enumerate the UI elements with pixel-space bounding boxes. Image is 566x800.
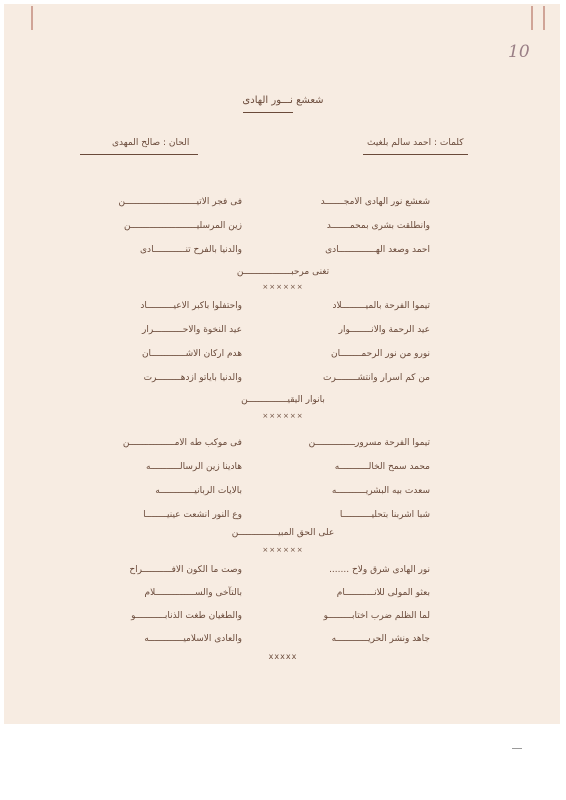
verse-right: جاهد ونشر الحريــــــــــــه (331, 634, 430, 644)
verse-right: نور الهادى شرق ولاح ....... (329, 565, 430, 575)
verse-left: والدنيا باياتو ازدهـــــــــرت (143, 373, 242, 383)
verse-right: تيموا الفرحة مسرورـــــــــــــــن (308, 438, 430, 448)
verse-right: تيموا الفرحة بالميـــــــــلاد (332, 301, 430, 311)
page-number: 10 (508, 42, 530, 62)
verse-left: عيد النخوة والاحـــــــــــرار (141, 325, 242, 335)
verse-left: فى فجر الاتيـــــــــــــــــــــــــــن (118, 197, 242, 207)
verse-left: فى موكب طه الامـــــــــــــــــن (122, 438, 242, 448)
lyrics-credit: كلمات : احمد سالم بلغيث (367, 138, 464, 148)
credit-underline (80, 154, 198, 155)
page-edge-mark (531, 6, 533, 30)
verse-right: محمد سمح الخالـــــــــــه (334, 462, 430, 472)
verse-left: وصت ما الكون الافـــــــــــراح (129, 565, 242, 575)
verse-right: وانطلقت بشرى بمحمـــــــد (326, 221, 430, 231)
verse-left: بالايات الربانيـــــــــــــه (155, 486, 242, 496)
refrain: تغنى مرحبــــــــــــــــــن (236, 267, 330, 277)
scan-mark (512, 748, 522, 749)
verse-right: شبا اشربنا بتحليـــــــــــا (339, 510, 430, 520)
end-mark: xxxxx (268, 652, 298, 661)
title-underline (243, 112, 293, 113)
verse-left: زين المرسليـــــــــــــــــــــــــن (124, 221, 242, 231)
refrain: على الحق المبيـــــــــــــــن (231, 528, 335, 538)
verse-left: والطغيان طغت الذنابـــــــــــو (131, 611, 242, 621)
page-edge-mark (543, 6, 545, 30)
verse-left: واحتفلوا باكبر الاعيــــــــــاد (140, 301, 242, 311)
verse-left: وع النور انشعت عينيــــــــا (143, 510, 242, 520)
verse-right: نورو من نور الرحمــــــــان (330, 349, 430, 359)
refrain: بانوار اليقيـــــــــــــــن (241, 395, 325, 405)
separator: ×××××× (262, 546, 304, 554)
verse-left: بالتآخى والســـــــــــــــلام (144, 588, 242, 598)
separator: ×××××× (262, 283, 304, 291)
verse-right: سعدت بيه البشريـــــــــــه (331, 486, 430, 496)
song-title: شعشع نـــور الهادى (242, 95, 324, 106)
verse-left: هدم اركان الاشـــــــــــــان (141, 349, 242, 359)
verse-right: احمد وصعد الهــــــــــــــادى (325, 245, 430, 255)
composer-credit: الحان : صالح المهدى (112, 138, 190, 148)
verse-left: هادينا زين الرسالـــــــــــه (146, 462, 242, 472)
verse-right: شعشع نور الهادى الامجـــــــد (320, 197, 430, 207)
separator: ×××××× (262, 412, 304, 420)
verse-left: والعادى الاسلاميـــــــــــــه (144, 634, 242, 644)
verse-right: بعثو المولى للانـــــــــــام (336, 588, 430, 598)
verse-right: عيد الرحمة والانــــــــوار (338, 325, 430, 335)
verse-right: من كم اسرار وانتشــــــــرت (322, 373, 430, 383)
verse-right: لما الظلم ضرب اختابـــــــــو (323, 611, 430, 621)
page-edge-mark (31, 6, 33, 30)
credit-underline (363, 154, 468, 155)
verse-left: والدنيا بالفرح تنــــــــــــادى (140, 245, 242, 255)
